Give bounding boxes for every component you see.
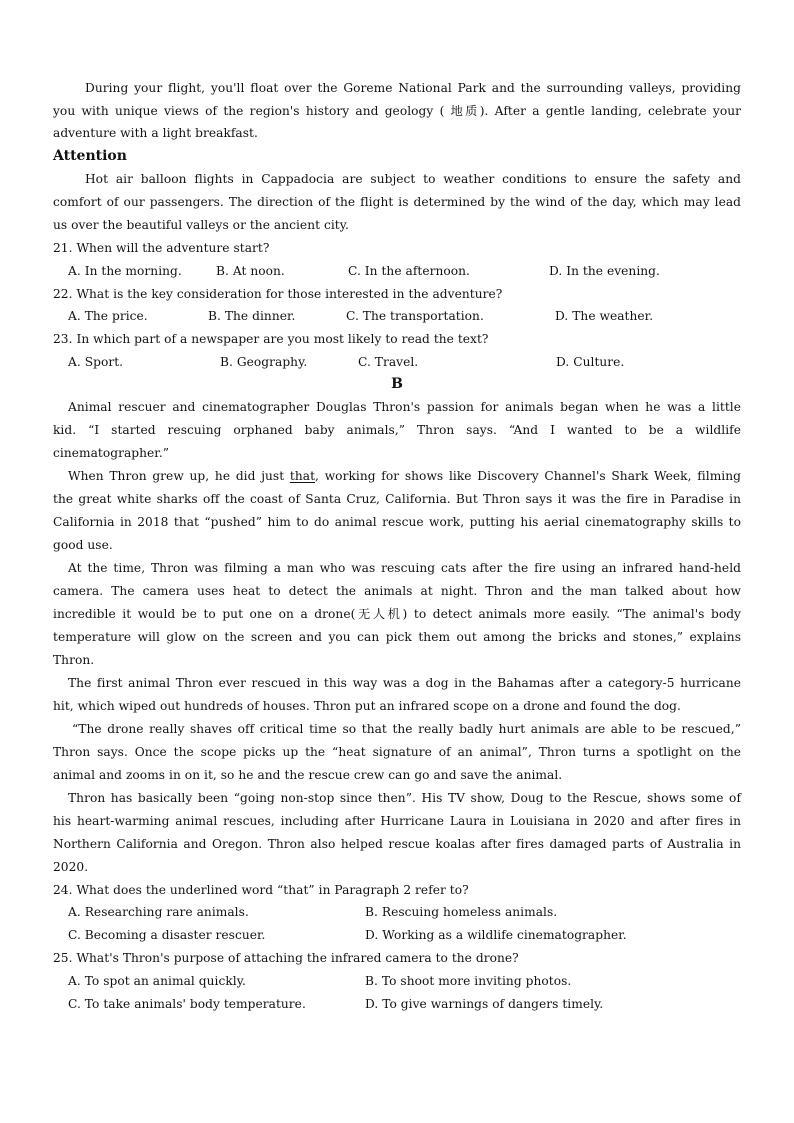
section-b-p6-line-3: Northern California and Oregon. Thron also helped rescue koalas after fires damaged parts of Australia in [53, 837, 741, 851]
question-22-option-b[interactable]: B. The dinner. [208, 309, 296, 323]
question-23-options [68, 354, 756, 370]
question-23-option-c[interactable]: C. Travel. [358, 355, 419, 369]
question-21-option-b[interactable]: B. At noon. [216, 264, 285, 278]
section-b-p1-line-2: kid. “I started rescuing orphaned baby animals,” Thron says. “And I wanted to be a wildlife [53, 423, 741, 437]
section-b-p5-line-3: animal and zooms in on it, so he and the rescue crew can go and save the animal. [53, 768, 563, 782]
section-b-p2-line-1 [68, 468, 741, 484]
section-b-p6-line-4: 2020. [53, 860, 89, 874]
question-24-option-c[interactable]: C. Becoming a disaster rescuer. [68, 928, 266, 942]
question-22-option-c[interactable]: C. The transportation. [346, 309, 484, 323]
section-b-p5-line-1: “The drone really shaves off critical time so that the really badly hurt animals are able to be rescued,” [72, 722, 741, 736]
question-22-option-d[interactable]: D. The weather. [555, 309, 654, 323]
attention-line-2: comfort of our passengers. The direction of the flight is determined by the wind of the day, which may lead [53, 195, 741, 209]
attention-line-3: us over the beautiful valleys or the ancient city. [53, 218, 349, 232]
question-25-option-b[interactable]: B. To shoot more inviting photos. [365, 974, 572, 988]
section-b-p5-line-2: Thron says. Once the scope picks up the “heat signature of an animal”, Thron turns a spotlight on the [53, 745, 741, 759]
section-b-p4-line-2: hit, which wiped out hundreds of houses. Thron put an infrared scope on a drone and found the dog. [53, 699, 681, 713]
question-21-option-a[interactable]: A. In the morning. [68, 264, 182, 278]
section-b-p3-line-5: Thron. [53, 653, 95, 667]
question-23-stem: 23. In which part of a newspaper are you most likely to read the text? [53, 332, 489, 346]
question-25-option-d[interactable]: D. To give warnings of dangers timely. [365, 997, 604, 1011]
section-a-paragraph-line-3: adventure with a light breakfast. [53, 126, 258, 140]
underlined-that: that [289, 469, 316, 483]
section-b-p4-line-1: The first animal Thron ever rescued in this way was a dog in the Bahamas after a category-5 hurricane [68, 676, 741, 690]
question-24-option-d[interactable]: D. Working as a wildlife cinematographer. [365, 928, 627, 942]
section-a-paragraph-line-1: During your flight, you'll float over the Goreme National Park and the surrounding valleys, providing [85, 81, 741, 95]
attention-heading: Attention [53, 148, 127, 164]
section-b-p3-line-3: incredible it would be to put one on a drone(无人机) to detect animals more easily. “The animal's body [53, 607, 741, 621]
question-21-options [68, 263, 756, 279]
section-b-p3-line-4: temperature will glow on the screen and you can pick them out among the bricks and stones,” explains [53, 630, 741, 644]
attention-line-1: Hot air balloon flights in Cappadocia are subject to weather conditions to ensure the safety and [85, 172, 741, 186]
question-24-options-row-2 [68, 927, 756, 943]
question-22-option-a[interactable]: A. The price. [68, 309, 148, 323]
question-21-stem: 21. When will the adventure start? [53, 241, 270, 255]
section-b-heading: B [391, 376, 403, 392]
question-22-stem: 22. What is the key consideration for those interested in the adventure? [53, 287, 503, 301]
question-24-options-row-1 [68, 904, 756, 920]
section-b-p2-prefix: When Thron grew up, he did just [68, 469, 290, 483]
question-24-stem: 24. What does the underlined word “that” in Paragraph 2 refer to? [53, 883, 469, 897]
section-b-p3-line-2: camera. The camera uses heat to detect the animals at night. Thron and the man talked about how [53, 584, 741, 598]
question-23-option-a[interactable]: A. Sport. [68, 355, 124, 369]
section-b-p1-line-3: cinematographer.” [53, 446, 170, 460]
question-22-options [68, 308, 756, 324]
section-a-paragraph-line-2: you with unique views of the region's history and geology ( 地质). After a gentle landing, celebrate your [53, 104, 741, 118]
question-25-option-c[interactable]: C. To take animals' body temperature. [68, 997, 306, 1011]
section-b-p2-line-2: the great white sharks off the coast of Santa Cruz, California. But Thron says it was the fire in Paradise in [53, 492, 741, 506]
section-b-p2-line-4: good use. [53, 538, 113, 552]
question-23-option-b[interactable]: B. Geography. [220, 355, 308, 369]
question-25-option-a[interactable]: A. To spot an animal quickly. [68, 974, 246, 988]
section-b-p6-line-1: Thron has basically been “going non-stop since then”. His TV show, Doug to the Rescue, shows some of [68, 791, 741, 805]
section-b-p2-suffix: , working for shows like Discovery Channel's Shark Week, filming [315, 469, 741, 483]
question-25-options-row-2 [68, 996, 756, 1012]
question-21-option-d[interactable]: D. In the evening. [549, 264, 660, 278]
question-24-option-a[interactable]: A. Researching rare animals. [68, 905, 249, 919]
section-b-p1-line-1: Animal rescuer and cinematographer Douglas Thron's passion for animals began when he was a little [68, 400, 741, 414]
question-23-option-d[interactable]: D. Culture. [556, 355, 625, 369]
question-25-options-row-1 [68, 973, 756, 989]
section-b-p6-line-2: his heart-warming animal rescues, including after Hurricane Laura in Louisiana in 2020 and after fires in [53, 814, 741, 828]
question-24-option-b[interactable]: B. Rescuing homeless animals. [365, 905, 558, 919]
question-25-stem: 25. What's Thron's purpose of attaching the infrared camera to the drone? [53, 951, 519, 965]
section-b-p3-line-1: At the time, Thron was filming a man who was rescuing cats after the fire using an infrared hand-held [68, 561, 741, 575]
section-b-p2-line-3: California in 2018 that “pushed” him to do animal rescue work, putting his aerial cinematography skills to [53, 515, 741, 529]
question-21-option-c[interactable]: C. In the afternoon. [348, 264, 470, 278]
